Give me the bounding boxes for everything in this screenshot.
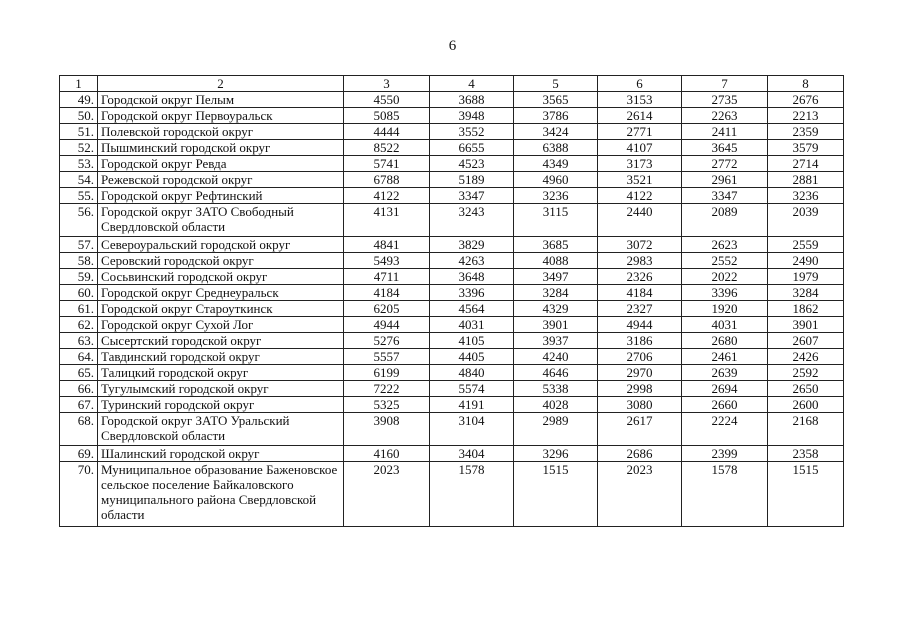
- value-cell: 2023: [598, 462, 682, 527]
- value-cell: 2559: [768, 237, 844, 253]
- value-cell: 3786: [514, 108, 598, 124]
- row-number: 65.: [60, 365, 98, 381]
- column-header: 6: [598, 76, 682, 92]
- value-cell: 6788: [344, 172, 430, 188]
- value-cell: 3688: [430, 92, 514, 108]
- value-cell: 2623: [682, 237, 768, 253]
- value-cell: 4031: [682, 317, 768, 333]
- value-cell: 2461: [682, 349, 768, 365]
- table-row: [60, 172, 844, 188]
- value-cell: 4191: [430, 397, 514, 413]
- table-row: [60, 140, 844, 156]
- value-cell: 2263: [682, 108, 768, 124]
- municipality-name: Сысертский городской округ: [98, 333, 344, 349]
- value-cell: 3521: [598, 172, 682, 188]
- value-cell: 2440: [598, 204, 682, 237]
- municipality-name: Шалинский городской округ: [98, 446, 344, 462]
- value-cell: 4122: [344, 188, 430, 204]
- table-row: [60, 317, 844, 333]
- row-number: 64.: [60, 349, 98, 365]
- page-number: 6: [448, 38, 457, 54]
- value-cell: 3579: [768, 140, 844, 156]
- value-cell: 2022: [682, 269, 768, 285]
- table-row: [60, 108, 844, 124]
- value-cell: 3296: [514, 446, 598, 462]
- row-number: 70.: [60, 462, 98, 527]
- table-row: [60, 253, 844, 269]
- value-cell: 2213: [768, 108, 844, 124]
- value-cell: 2772: [682, 156, 768, 172]
- value-cell: 3645: [682, 140, 768, 156]
- value-cell: 2735: [682, 92, 768, 108]
- value-cell: 5325: [344, 397, 430, 413]
- value-cell: 4349: [514, 156, 598, 172]
- municipality-name: Туринский городской округ: [98, 397, 344, 413]
- value-cell: 2490: [768, 253, 844, 269]
- value-cell: 3908: [344, 413, 430, 446]
- value-cell: 4131: [344, 204, 430, 237]
- municipality-name: Муниципальное образование Баженовское сельское поселение Байкаловского муниципального района Свердловской области: [98, 462, 344, 527]
- table-row: [60, 349, 844, 365]
- table-row: [60, 237, 844, 253]
- value-cell: 2694: [682, 381, 768, 397]
- table-row: [60, 269, 844, 285]
- value-cell: 3115: [514, 204, 598, 237]
- value-cell: 3685: [514, 237, 598, 253]
- row-number: 50.: [60, 108, 98, 124]
- value-cell: 3284: [768, 285, 844, 301]
- value-cell: 5574: [430, 381, 514, 397]
- value-cell: 3901: [768, 317, 844, 333]
- value-cell: 2326: [598, 269, 682, 285]
- row-number: 69.: [60, 446, 98, 462]
- value-cell: 1920: [682, 301, 768, 317]
- value-cell: 3396: [430, 285, 514, 301]
- column-header: 1: [60, 76, 98, 92]
- value-cell: 2983: [598, 253, 682, 269]
- row-number: 68.: [60, 413, 98, 446]
- value-cell: 5189: [430, 172, 514, 188]
- value-cell: 6388: [514, 140, 598, 156]
- value-cell: 4711: [344, 269, 430, 285]
- value-cell: 3404: [430, 446, 514, 462]
- value-cell: 2089: [682, 204, 768, 237]
- value-cell: 4240: [514, 349, 598, 365]
- table-header-row: [60, 76, 844, 92]
- row-number: 61.: [60, 301, 98, 317]
- municipality-name: Режевской городской округ: [98, 172, 344, 188]
- municipality-name: Пышминский городской округ: [98, 140, 344, 156]
- value-cell: 2592: [768, 365, 844, 381]
- row-number: 58.: [60, 253, 98, 269]
- value-cell: 2714: [768, 156, 844, 172]
- column-header: 8: [768, 76, 844, 92]
- municipality-name: Сосьвинский городской округ: [98, 269, 344, 285]
- value-cell: 1979: [768, 269, 844, 285]
- municipality-name: Серовский городской округ: [98, 253, 344, 269]
- row-number: 60.: [60, 285, 98, 301]
- value-cell: 2881: [768, 172, 844, 188]
- row-number: 66.: [60, 381, 98, 397]
- value-cell: 2680: [682, 333, 768, 349]
- municipality-name: Североуральский городской округ: [98, 237, 344, 253]
- value-cell: 5085: [344, 108, 430, 124]
- row-number: 52.: [60, 140, 98, 156]
- value-cell: 1862: [768, 301, 844, 317]
- value-cell: 3937: [514, 333, 598, 349]
- value-cell: 5741: [344, 156, 430, 172]
- value-cell: 2614: [598, 108, 682, 124]
- value-cell: 4028: [514, 397, 598, 413]
- table-row: [60, 333, 844, 349]
- row-number: 53.: [60, 156, 98, 172]
- value-cell: 4944: [598, 317, 682, 333]
- value-cell: 5338: [514, 381, 598, 397]
- value-cell: 3104: [430, 413, 514, 446]
- value-cell: 3072: [598, 237, 682, 253]
- value-cell: 4088: [514, 253, 598, 269]
- value-cell: 2607: [768, 333, 844, 349]
- table-row: [60, 188, 844, 204]
- value-cell: 2771: [598, 124, 682, 140]
- value-cell: 6199: [344, 365, 430, 381]
- data-table: [59, 75, 844, 527]
- municipality-name: Городской округ Ревда: [98, 156, 344, 172]
- column-header: 4: [430, 76, 514, 92]
- value-cell: 3497: [514, 269, 598, 285]
- value-cell: 5276: [344, 333, 430, 349]
- value-cell: 6655: [430, 140, 514, 156]
- value-cell: 6205: [344, 301, 430, 317]
- table-row: [60, 397, 844, 413]
- row-number: 55.: [60, 188, 98, 204]
- row-number: 57.: [60, 237, 98, 253]
- row-number: 67.: [60, 397, 98, 413]
- municipality-name: Полевской городской округ: [98, 124, 344, 140]
- column-header: 2: [98, 76, 344, 92]
- value-cell: 3347: [682, 188, 768, 204]
- row-number: 59.: [60, 269, 98, 285]
- value-cell: 4564: [430, 301, 514, 317]
- municipality-name: Городской округ Староуткинск: [98, 301, 344, 317]
- table-row: [60, 462, 844, 527]
- value-cell: 4263: [430, 253, 514, 269]
- value-cell: 2399: [682, 446, 768, 462]
- value-cell: 4329: [514, 301, 598, 317]
- value-cell: 2676: [768, 92, 844, 108]
- municipality-name: Городской округ Пелым: [98, 92, 344, 108]
- value-cell: 3236: [768, 188, 844, 204]
- value-cell: 2359: [768, 124, 844, 140]
- value-cell: 2650: [768, 381, 844, 397]
- table-row: [60, 446, 844, 462]
- value-cell: 2660: [682, 397, 768, 413]
- value-cell: 3565: [514, 92, 598, 108]
- table-row: [60, 285, 844, 301]
- value-cell: 3153: [598, 92, 682, 108]
- value-cell: 3901: [514, 317, 598, 333]
- value-cell: 2998: [598, 381, 682, 397]
- municipality-name: Городской округ ЗАТО Уральский Свердловской области: [98, 413, 344, 446]
- table-row: [60, 92, 844, 108]
- value-cell: 2989: [514, 413, 598, 446]
- value-cell: 2706: [598, 349, 682, 365]
- value-cell: 2970: [598, 365, 682, 381]
- value-cell: 4646: [514, 365, 598, 381]
- value-cell: 2023: [344, 462, 430, 527]
- value-cell: 3173: [598, 156, 682, 172]
- value-cell: 4960: [514, 172, 598, 188]
- table-row: [60, 124, 844, 140]
- value-cell: 2617: [598, 413, 682, 446]
- value-cell: 2600: [768, 397, 844, 413]
- municipality-name: Городской округ ЗАТО Свободный Свердловской области: [98, 204, 344, 237]
- value-cell: 5557: [344, 349, 430, 365]
- table-row: [60, 365, 844, 381]
- value-cell: 3552: [430, 124, 514, 140]
- row-number: 51.: [60, 124, 98, 140]
- value-cell: 4122: [598, 188, 682, 204]
- value-cell: 1515: [768, 462, 844, 527]
- value-cell: 3347: [430, 188, 514, 204]
- value-cell: 2358: [768, 446, 844, 462]
- municipality-name: Городской округ Среднеуральск: [98, 285, 344, 301]
- value-cell: 4031: [430, 317, 514, 333]
- value-cell: 1515: [514, 462, 598, 527]
- table-row: [60, 301, 844, 317]
- value-cell: 4107: [598, 140, 682, 156]
- table-body: [60, 76, 844, 527]
- municipality-name: Городской округ Сухой Лог: [98, 317, 344, 333]
- row-number: 54.: [60, 172, 98, 188]
- row-number: 62.: [60, 317, 98, 333]
- row-number: 63.: [60, 333, 98, 349]
- value-cell: 3284: [514, 285, 598, 301]
- row-number: 56.: [60, 204, 98, 237]
- table-row: [60, 156, 844, 172]
- table-row: [60, 204, 844, 237]
- value-cell: 4840: [430, 365, 514, 381]
- value-cell: 5493: [344, 253, 430, 269]
- value-cell: 4184: [598, 285, 682, 301]
- value-cell: 4550: [344, 92, 430, 108]
- value-cell: 3424: [514, 124, 598, 140]
- municipality-name: Талицкий городской округ: [98, 365, 344, 381]
- value-cell: 2639: [682, 365, 768, 381]
- value-cell: 4444: [344, 124, 430, 140]
- value-cell: 3236: [514, 188, 598, 204]
- value-cell: 3648: [430, 269, 514, 285]
- value-cell: 2168: [768, 413, 844, 446]
- value-cell: 2961: [682, 172, 768, 188]
- value-cell: 1578: [682, 462, 768, 527]
- column-header: 7: [682, 76, 768, 92]
- value-cell: 4160: [344, 446, 430, 462]
- value-cell: 4405: [430, 349, 514, 365]
- value-cell: 3243: [430, 204, 514, 237]
- column-header: 5: [514, 76, 598, 92]
- municipality-name: Городской округ Рефтинский: [98, 188, 344, 204]
- table-row: [60, 413, 844, 446]
- value-cell: 3080: [598, 397, 682, 413]
- value-cell: 2411: [682, 124, 768, 140]
- value-cell: 2552: [682, 253, 768, 269]
- municipality-name: Тавдинский городской округ: [98, 349, 344, 365]
- column-header: 3: [344, 76, 430, 92]
- value-cell: 2426: [768, 349, 844, 365]
- value-cell: 4105: [430, 333, 514, 349]
- value-cell: 2224: [682, 413, 768, 446]
- value-cell: 8522: [344, 140, 430, 156]
- value-cell: 4944: [344, 317, 430, 333]
- value-cell: 3948: [430, 108, 514, 124]
- value-cell: 3396: [682, 285, 768, 301]
- value-cell: 4184: [344, 285, 430, 301]
- municipality-name: Городской округ Первоуральск: [98, 108, 344, 124]
- value-cell: 3186: [598, 333, 682, 349]
- row-number: 49.: [60, 92, 98, 108]
- value-cell: 4523: [430, 156, 514, 172]
- value-cell: 2686: [598, 446, 682, 462]
- value-cell: 7222: [344, 381, 430, 397]
- value-cell: 3829: [430, 237, 514, 253]
- value-cell: 2039: [768, 204, 844, 237]
- table-row: [60, 381, 844, 397]
- value-cell: 2327: [598, 301, 682, 317]
- value-cell: 1578: [430, 462, 514, 527]
- value-cell: 4841: [344, 237, 430, 253]
- municipality-name: Тугулымский городской округ: [98, 381, 344, 397]
